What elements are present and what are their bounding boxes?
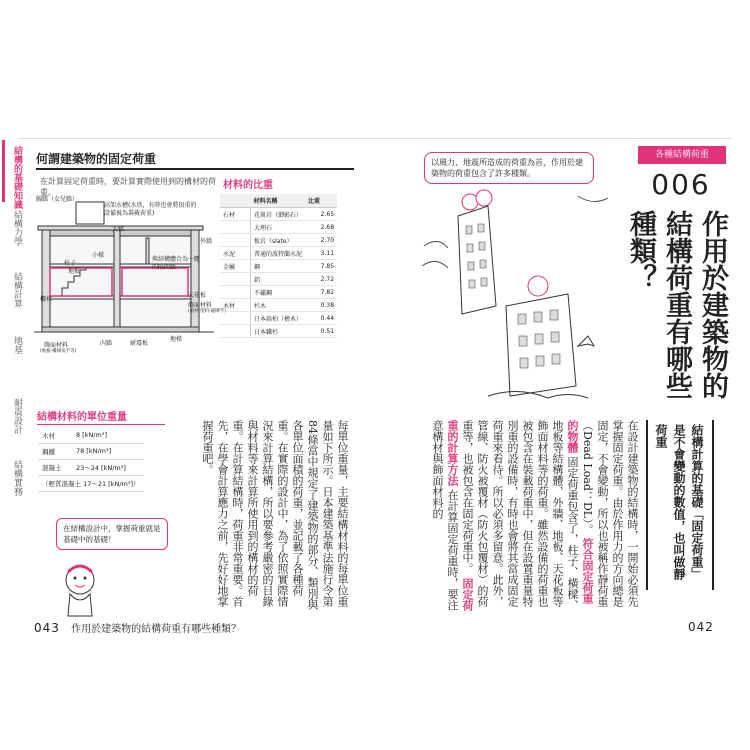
table-cell: 混凝土 [38, 460, 72, 476]
table-cell: 石材 [220, 208, 251, 221]
tip-bubble: 在結構設計中，掌握荷重就是基礎中的基礎！ [56, 518, 168, 550]
body-intro: 在設計建築物的結構時，一開始必須先掌握固定荷重。由於作用力的方向總是固定，不會變動，所以也被稱作靜荷重（Dead Load：DL）。 [581, 420, 639, 607]
table-cell: 7.85 [305, 260, 337, 273]
buildings-illustration [418, 186, 618, 410]
table-cell: 日本鐵杉 [251, 325, 306, 338]
label-small-beam: 小樑 [92, 252, 105, 259]
intro-bubble: 以風力、地震所造成的荷重為首，作用於建築物的荷重包含了許多種類。 [424, 152, 594, 184]
title-underline [36, 168, 354, 170]
label-ground-beam: 地樑 [170, 336, 183, 343]
unit-weight-table [38, 428, 144, 492]
table-cell: （輕質混凝土 17～21 [kN/m³]） [38, 476, 144, 492]
page-top-rule [18, 138, 732, 139]
table-cell: 花崗岩（御影石） [251, 208, 306, 221]
intro-text: 在計算固定荷重時，要計算實際使用到的構材的荷重。 [40, 177, 216, 197]
body-calculation: 在計算固定荷重時，要注意構材與飾面材料的 [431, 420, 459, 611]
label-water-tank: 高架水槽(水塔，有時也會將很重的設備視為裝載荷重) [104, 202, 197, 217]
table-cell: 0.38 [305, 299, 337, 312]
label-base-finish-sub: (地板·樓梯扶手等) [40, 349, 77, 354]
label-partition: 與結構體合為一體的隔間牆 [152, 256, 201, 271]
table-row [220, 208, 337, 221]
table-cell [220, 312, 251, 325]
table-cell: 杉木 [251, 299, 306, 312]
table-cell [220, 286, 251, 299]
table-cell: 鋼 [251, 260, 306, 273]
table-cell: 0.51 [305, 325, 337, 338]
table-cell: 2.65 [305, 208, 337, 221]
table-row [220, 273, 337, 286]
table-cell: 金屬 [220, 260, 251, 273]
table-row [220, 299, 337, 312]
table-cell: 木材 [38, 428, 72, 444]
table-cell: 78 [kN/m³] [72, 444, 144, 460]
table-cell: 0.44 [305, 312, 337, 325]
summary-text: 結構計算的基礎「固定荷重」是不會變動的數值，也叫做靜荷重 [654, 424, 704, 580]
density-table [220, 194, 337, 338]
table-cell: 普通的波特蘭水泥 [251, 247, 306, 260]
label-outer-wall: 外牆 [200, 238, 213, 245]
chapter-title: 作用於建築物的結構荷重有哪些種類？ [625, 210, 728, 399]
table-row [38, 428, 144, 444]
label-floor-finish: 飾面材料 [188, 302, 213, 309]
label-inner-wall: 內牆 [100, 340, 113, 347]
table-cell: 2.72 [305, 273, 337, 286]
table-cell: 日本扁柏（檜木） [251, 312, 306, 325]
chapter-number: 006 [651, 168, 711, 201]
table-cell [220, 325, 251, 338]
category-label: 各種結構荷重 [638, 146, 726, 164]
label-parapet: 胸牆（女兒牆） [36, 196, 79, 203]
table-cell: 板岩（slate） [251, 234, 306, 247]
table-cell: 2.68 [305, 221, 337, 234]
table-cell: 水泥 [220, 247, 251, 260]
table-cell: 23～24 [kN/m³] [72, 460, 144, 476]
density-table-title: 材料的比重 [223, 180, 273, 191]
sidebar-tab-seismic[interactable]: 耐震設計 [12, 398, 22, 434]
sidebar-tab-basics[interactable]: 結構的基礎知識 [12, 146, 22, 209]
running-title: 作用於建築物的結構荷重有哪些種類？ [71, 624, 242, 635]
table-cell: 木材 [220, 299, 251, 312]
label-big-beam: 大樑 [112, 226, 125, 233]
table-cell [220, 273, 251, 286]
table-row [220, 286, 337, 299]
table-cell: 3.11 [305, 247, 337, 260]
label-shear-wall: 耐震板 [130, 340, 149, 347]
sidebar-tab-practice[interactable]: 結構實務 [12, 460, 22, 496]
right-body-text [410, 420, 640, 615]
table-cell [220, 221, 251, 234]
table-cell: 鋁 [251, 273, 306, 286]
table-row [220, 247, 337, 260]
label-column: 柱子 [64, 260, 77, 267]
page-number-right: 042 [688, 620, 714, 634]
label-stairs: 樓梯 [40, 296, 53, 303]
body-objects: 固定荷重包含了，柱子、橫樑、地板等結構體，外牆、地板、天花板等飾面材料等的荷重。雖然設備的荷重也被包含在裝載荷重中，但在設置重量特別重的設備時，有時也會將其當成固定荷重來看待。所以必須多留意。此外，管線、防火被覆材（防火包覆材）的荷重等，也被包含在固定荷重中。 [461, 420, 579, 611]
table-header-row [220, 194, 337, 208]
heading-calculation: 固定荷重的計算方法 [446, 420, 474, 611]
sidebar-tab-calculation[interactable]: 結構計算 [12, 272, 22, 308]
label-base-finish: 飾面材料 [44, 342, 69, 349]
table-header-cell: 比重 [305, 194, 337, 208]
table-cell: 不鏽鋼 [251, 286, 306, 299]
table-row [38, 444, 144, 460]
unit-weight-title: 結構材料的單位重量 [37, 412, 127, 423]
table-row [220, 312, 337, 325]
table-row [38, 476, 144, 492]
character-illustration [60, 558, 120, 622]
label-floor-finish-sub: (板材·塗料·磁磚等) [188, 309, 226, 314]
left-footer [34, 620, 241, 635]
sidebar-active-marker [2, 140, 5, 202]
label-floor-slab: 地板 [68, 268, 81, 275]
sidebar-tab-foundation[interactable]: 地基 [12, 336, 22, 354]
table-row [220, 325, 337, 338]
left-body-text: 每單位重量，主要結構材料的每單位重量如下所示。日本建築基準法施行令第84條當中規定了建築物的部分、類別與各單位面積的荷重，並記載了各種荷重。在實際的設計中，為了依照實際情況來計算結構，所以要參考嚴密的目錄與材料等來計算所使用到的構材的荷重。在計算結構時，荷重非常重要。首先，在學會計算應力之前，先好好地掌握荷重吧。 [201, 420, 349, 610]
page-number-left: 043 [34, 621, 60, 635]
heading-objects: 符合固定荷重的物體 [566, 420, 594, 605]
unit-weight-rule [37, 424, 165, 425]
table-row [220, 221, 337, 234]
table-cell: 2.70 [305, 234, 337, 247]
table-cell [220, 234, 251, 247]
table-header-cell [220, 194, 251, 208]
table-cell: 8 [kN/m³] [72, 428, 144, 444]
table-cell: 7.82 [305, 286, 337, 299]
table-cell: 大理石 [251, 221, 306, 234]
table-header-cell: 材料名稱 [251, 194, 306, 208]
table-row [38, 460, 144, 476]
table-cell: 鋼鐵 [38, 444, 72, 460]
sidebar-tab-mechanics[interactable]: 結構力學 [12, 210, 22, 246]
table-row [220, 260, 337, 273]
label-ceiling: 天花板 [188, 292, 207, 299]
table-row [220, 234, 337, 247]
section-title: 何謂建築物的固定荷重 [36, 152, 157, 166]
